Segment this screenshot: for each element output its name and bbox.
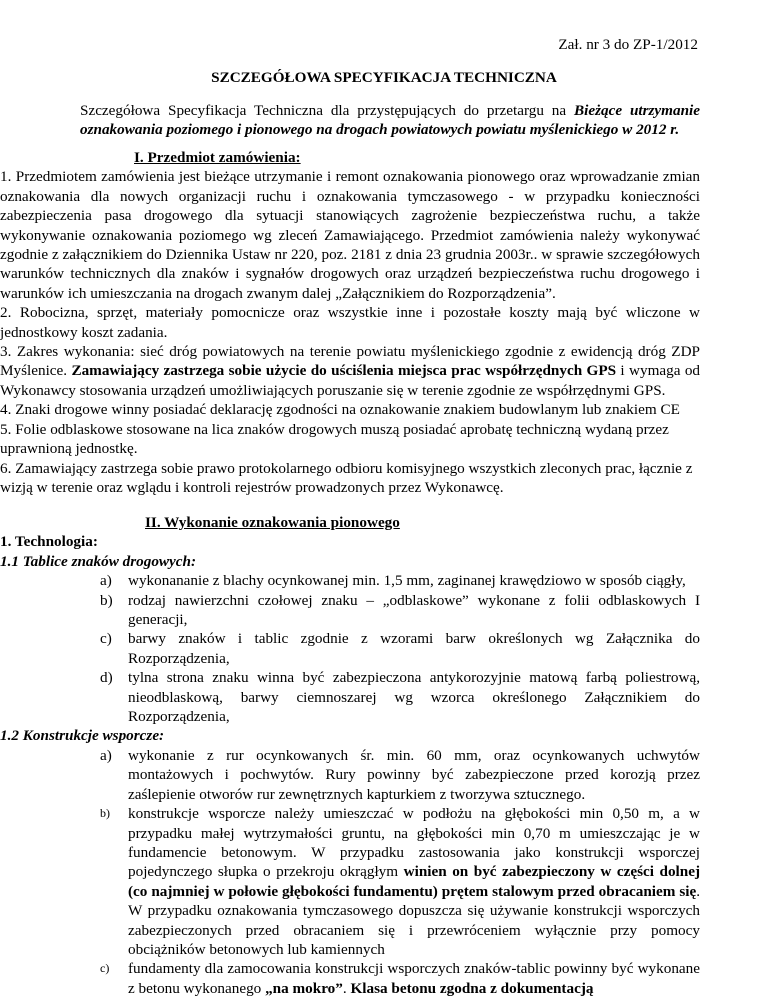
list-item [0,629,700,668]
list-text-bold-2: Klasa betonu zgodna z dokumentacją [350,979,594,997]
list-label: b) [100,591,113,609]
list-item [0,959,700,998]
section-przedmiot [0,148,700,497]
list-text: tylna strona znaku winna być zabezpieczona antykorozyjnie matową farbą poliestrową, nieodblaskową, barwy ciemnoszarej wg wzorca określonego Załącznikiem do Rozporządzenia, [128,669,700,726]
section1-item-1: 1. Przedmiotem zamówienia jest bieżące utrzymanie i remont oznakowania pionowego oraz wprowadzanie zmian oznakowania dla nowych organizacji ruchu i oznakowania tymczasowego - w przypadku konieczności zabezpieczenia pasa drogowego dla sytuacji stanowiących zagrożenie bezpieczeństwa ruchu, a także wykonywanie oznakowania poziomego wg zleceń Zamawiającego. Przedmiot zamówienia należy wykonywać zgodnie z załącznikiem do Dziennika Ustaw nr 220, poz. 2181 z dnia 23 grudnia 2003r.. w sprawie szczegółowych warunków technicznych dla znaków i sygnałów drogowych oraz urządzeń bezpieczeństwa ruchu drogowego i warunków ich umieszczania na drogach zwanym dalej „Załącznikiem do Rozporządzenia”. [0,168,700,302]
section1-item-2: 2. Robocizna, sprzęt, materiały pomocnicze oraz wszystkie inne i pozostałe koszty mają być wliczone w jednostkowy koszt zadania. [0,304,700,341]
subheading-tablice: 1.1 Tablice znaków drogowych: [0,552,197,570]
intro-emphasis: Bieżące utrzymanie oznakowania poziomego i pionowego na drogach powiatowych powiatu myślenickiego w 2012 r. [80,102,700,139]
list-item [0,668,700,726]
list-text-bold: „na mokro” [265,979,343,997]
section1-item-5: 5. Folie odblaskowe stosowane na lica znaków drogowych muszą posiadać aprobatę techniczną wydaną przez uprawnioną jednostkę. [0,420,669,458]
section1-item-6: 6. Zamawiający zastrzega sobie prawo protokolarnego odbioru komisyjnego wszystkich zleconych prac, łącznie z wizją w terenie oraz wglądu i kontroli rejestrów prowadzonych przez Wykonawcę. [0,459,693,496]
list-text: rodzaj nawierzchni czołowej znaku – „odblaskowe” wykonane z folii odblaskowych I generacji, [128,591,700,629]
list-text-b: . [342,979,351,997]
tablice-list [0,571,700,726]
section2-heading: II. Wykonanie oznakowania pionowego [145,514,400,531]
intro-text: Szczegółowa Specyfikacja Techniczna dla przystępujących do przetargu na [80,102,574,119]
section1-item-4: 4. Znaki drogowe winny posiadać deklarację zgodności na oznakowanie znakiem budowlanym lub znakiem CE [0,401,680,419]
document-title: SZCZEGÓŁOWA SPECYFIKACJA TECHNICZNA [211,69,557,86]
konstrukcje-list [0,746,700,998]
subheading-technologia: 1. Technologia: [0,533,98,551]
list-item [0,571,700,590]
list-item [0,804,700,959]
list-label: c) [100,961,110,976]
list-label: a) [100,572,112,590]
list-text: barwy znaków i tablic zgodnie z wzorami barw określonych wg Załącznika do Rozporządzenia, [128,630,700,667]
list-label: c) [100,630,112,648]
list-text: wykonananie z blachy ocynkowanej min. 1,5 mm, zaginanej krawędziowo w sposób ciągły, [128,572,686,590]
list-text-bold: winien on być zabezpieczony w części dolnej (co najmniej w połowie głębokości fundamentu) prętem stalowym przed obracaniem się [128,863,701,900]
list-label: a) [100,746,112,764]
item3-gps-clause: Zamawiający zastrzega sobie użycie do uściślenia miejsca prac współrzędnych GPS [71,362,617,380]
subheading-konstrukcje: 1.2 Konstrukcje wsporcze: [0,727,165,745]
intro-paragraph [80,101,700,140]
item3-text-c: i wymaga od Wykonawcy stosowania urządzeń umożliwiających poruszanie się w terenie zgodnie ze współrzędnymi GPS. [0,362,701,399]
section1-item-3 [0,342,700,400]
list-label: b) [100,806,110,821]
list-label: d) [100,669,113,687]
list-item [0,591,700,630]
section-oznakowanie-pionowe [0,513,700,998]
section1-heading: I. Przedmiot zamówienia: [134,149,301,166]
attachment-reference: Zał. nr 3 do ZP-1/2012 [558,36,698,53]
list-item [0,746,700,804]
list-text-b: . W przypadku oznakowania tymczasowego dopuszcza się używanie konstrukcji wsporczych zabezpieczonych przed obracaniem się i przewróceniem wyłącznie przy pomocy obciążników betonowych lub kamiennych [128,882,700,958]
item3-text-a: 3. Zakres wykonania: sieć dróg powiatowych na terenie powiatu myślenickiego zgodnie z ewidencją dróg ZDP Myślenice. [0,343,700,380]
list-text: wykonanie z rur ocynkowanych śr. min. 60 mm, oraz ocynkowanych uchwytów montażowych i pochwytów. Rury powinny być zabezpieczone przed korozją przez zaślepienie otworów rur zewnętrznych kapturkiem z tworzywa sztucznego. [128,746,700,803]
list-text-a: konstrukcje wsporcze należy umieszczać w podłożu na głębokości min 0,50 m, a w przypadku małej wytrzymałości gruntu, na głębokości min 0,70 m umieszczając je w fundamencie betonowym. W przypadku zastosowania jako konstrukcji wsporczej pojedynczego słupka o przekroju okrągłym [128,805,700,881]
list-text-a: fundamenty dla zamocowania konstrukcji wsporczych znaków-tablic powinny być wykonane z betonu wykonanego [128,960,700,997]
